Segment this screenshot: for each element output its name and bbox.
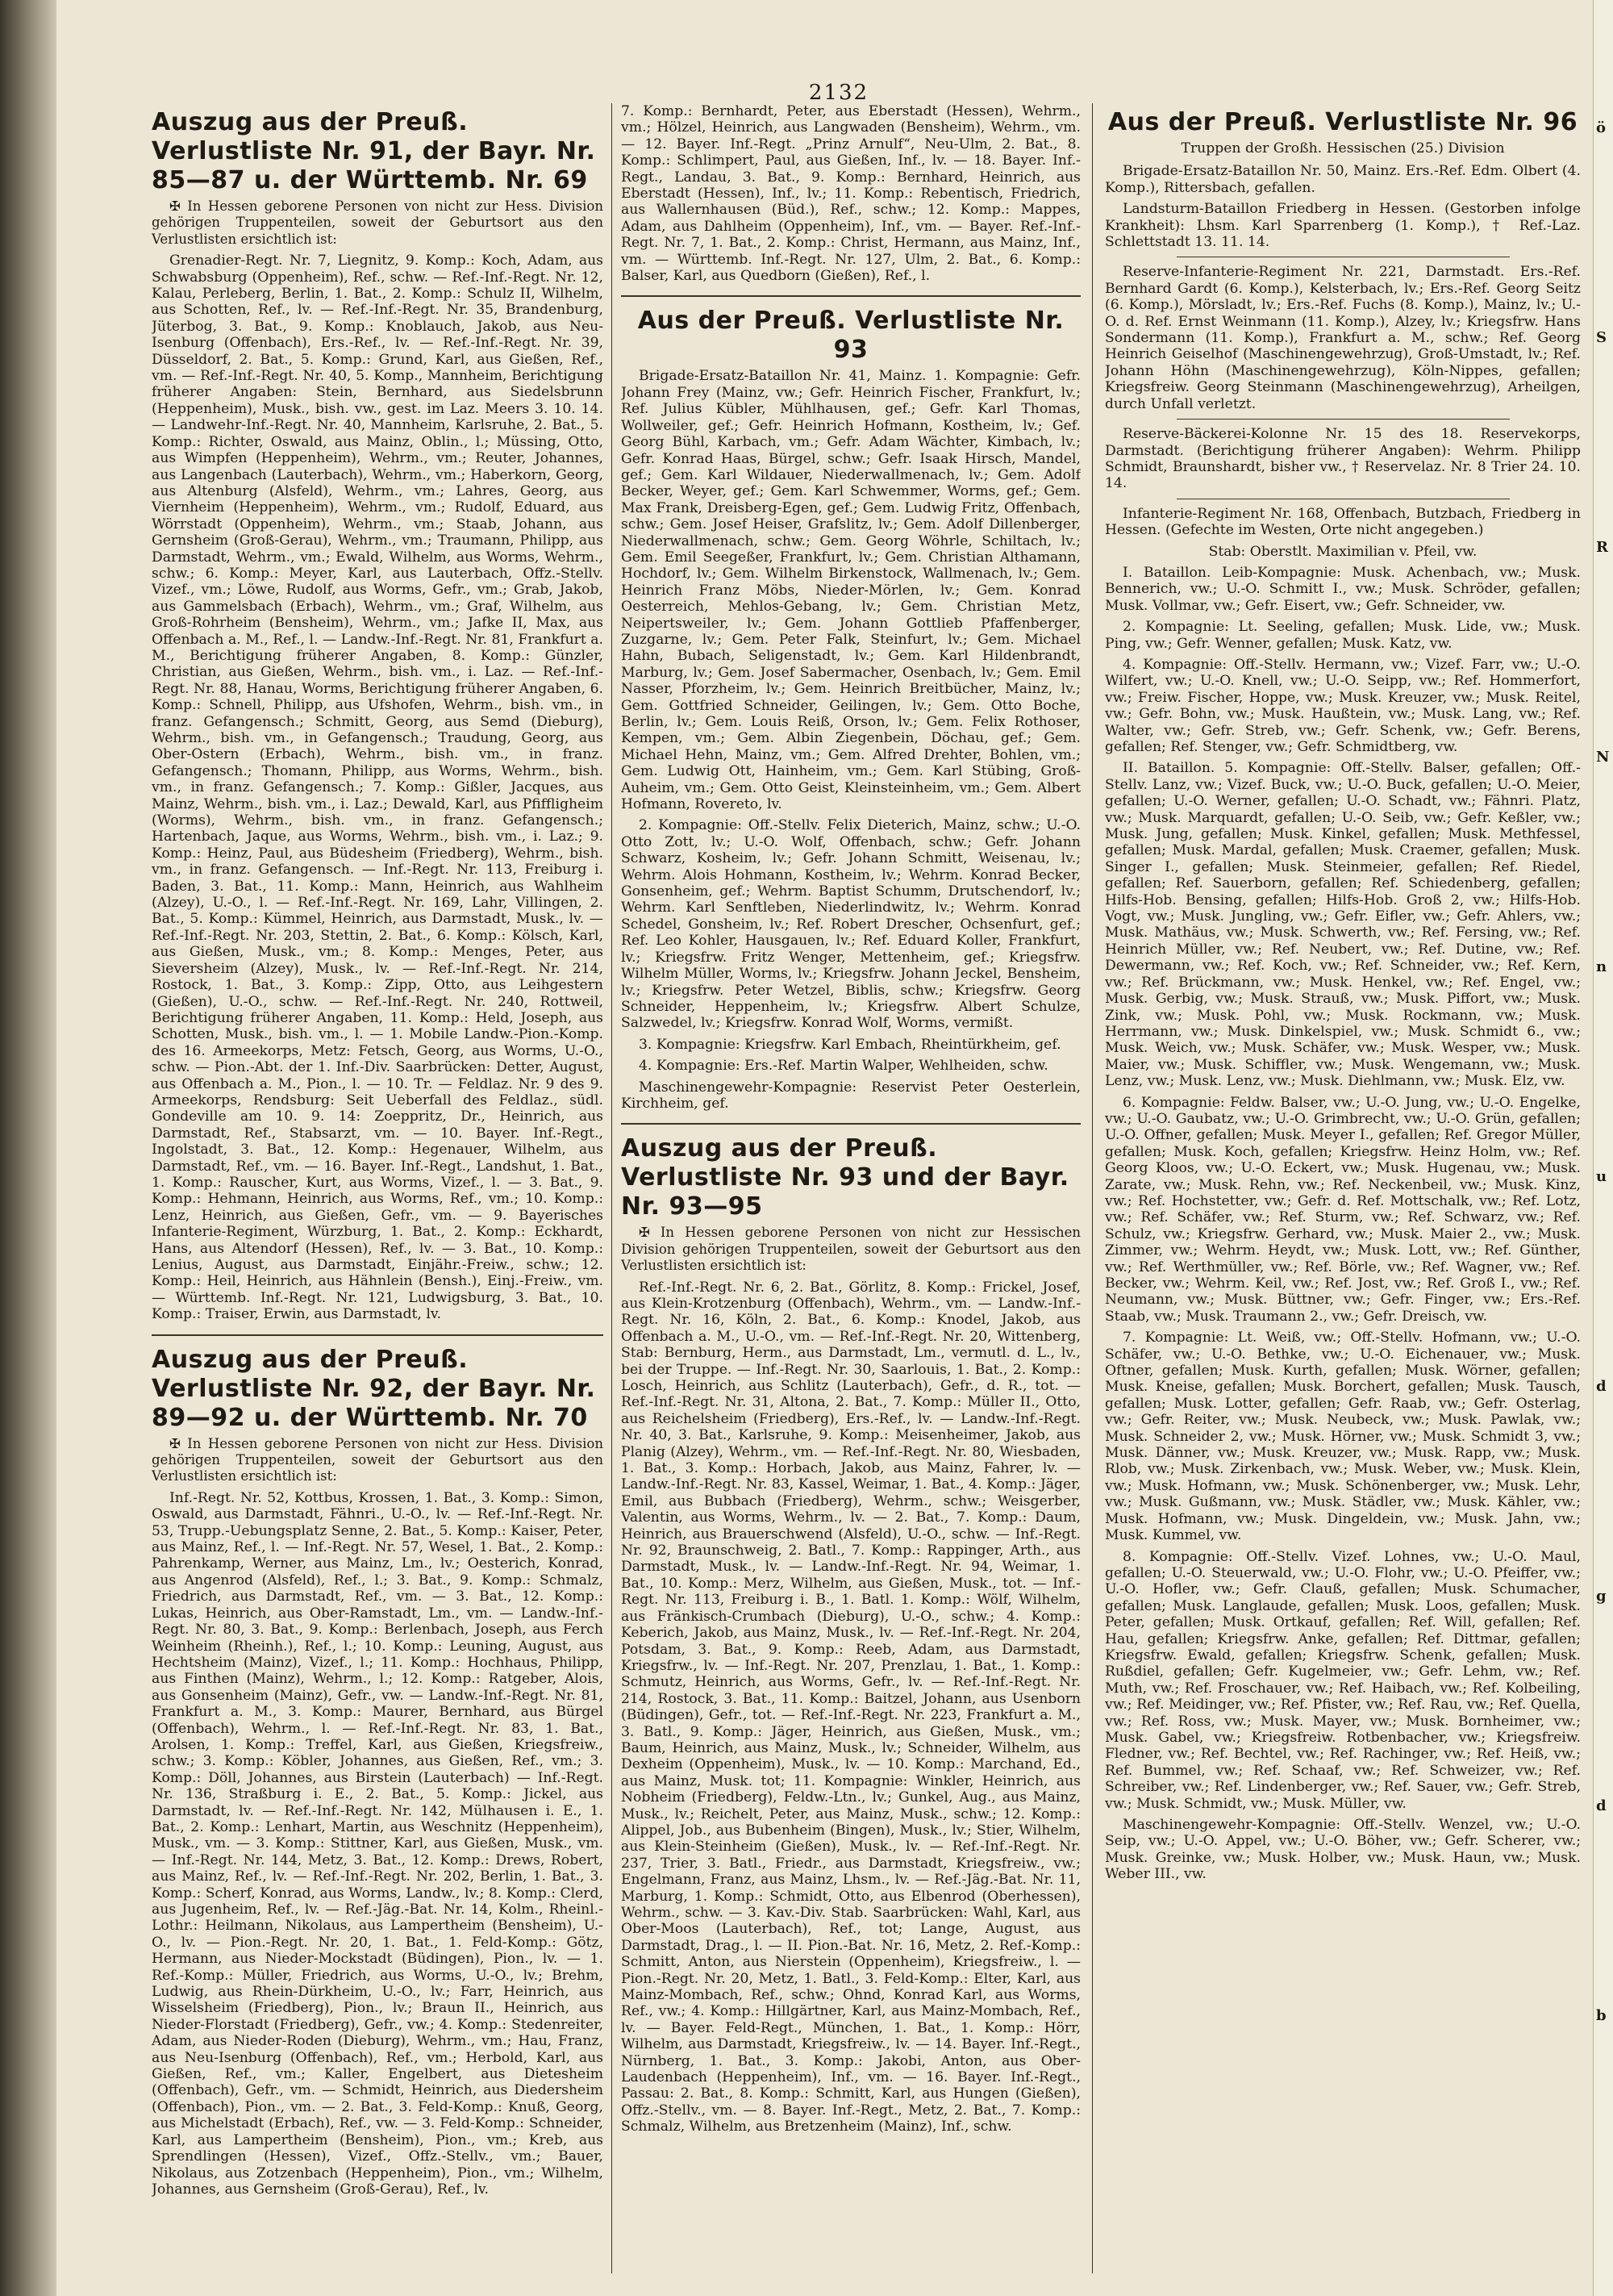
casualty-list-text: Landsturm-Bataillon Friedberg in Hessen. (Gestorben infolge Krankheit): Lhsm. Karl Sparrenberg (1. Komp.), † Ref.-Laz. Schlettstadt 13. 11. 14.: [1105, 201, 1581, 251]
edge-letter-fragment: u: [1596, 1168, 1607, 1185]
page-number: 2132: [808, 81, 869, 105]
casualty-list-text: Infanterie-Regiment Nr. 168, Offenbach, Butzbach, Friedberg in Hessen. (Gefechte im Westen, Orte nicht angegeben.): [1105, 505, 1581, 539]
casualty-list-text: Reserve-Bäckerei-Kolonne Nr. 15 des 18. Reservekorps, Darmstadt. (Berichtigung früherer Angaben): Wehrm. Philipp Schmidt, Braunshardt, bisher vw., † Reservelaz. Nr. 8 Trier 24. 10. 14.: [1105, 426, 1581, 492]
casualty-list-text: 4. Kompagnie: Ers.-Ref. Martin Walper, Wehlheiden, schw.: [639, 1058, 1048, 1075]
section-heading: Aus der Preuß. Verlustliste Nr. 93: [637, 307, 1065, 365]
edge-letter-fragment: ö: [1596, 119, 1607, 136]
section-divider: [621, 1123, 1081, 1125]
section-heading: Auszug aus der Preuß. Verlustliste Nr. 92, der Bayr. Nr. 89—92 u. der Württemb. Nr. 70: [152, 1345, 596, 1432]
page-gutter-shadow: [0, 0, 56, 2296]
casualty-list-text: 3. Kompagnie: Kriegsfrw. Karl Embach, Rheintürkheim, gef.: [639, 1036, 1061, 1053]
adjacent-page-edge: [1593, 0, 1613, 2296]
section-divider: [152, 1334, 603, 1336]
casualty-list-text: 7. Kompagnie: Lt. Weiß, vw.; Off.-Stellv. Hofmann, vw.; U.-O. Schäfer, vw.; U.-O. Bethke, vw.; U.-O. Eichenauer, vw.; Musk. Oftner, gefallen; Musk. Kurth, gefallen; Musk. Wörner, gefallen; Musk. Kneise, gefallen; Musk. Borchert, gefallen; Musk. Tausch, gefallen; Musk. Lotter, gefallen; Gefr. Raab, vw.; Gefr. Osterlag, vw.; Gefr. Reiter, vw.; Musk. Neubeck, vw.; Musk. Pawlak, vw.; Musk. Schneider 2, vw.; Musk. Hörner, vw.; Musk. Schmidt 3, vw.; Musk. Dänner, vw.; Musk. Kreuzer, vw.; Musk. Rapp, vw.; Musk. Rlob, vw.; Musk. Zirkenbach, vw.; Musk. Weber, vw.; Musk. Klein, vw.; Musk. Hofmann, vw.; Musk. Schönenberger, vw.; Musk. Lehr, vw.; Musk. Gußmann, vw.; Musk. Städler, vw.; Musk. Kähler, vw.; Musk. Hofmann, vw.; Musk. Dingeldein, vw.; Musk. Jahn, vw.; Musk. Kummel, vw.: [1105, 1330, 1581, 1544]
casualty-list-text: 2. Kompagnie: Lt. Seeling, gefallen; Musk. Lide, vw.; Musk. Ping, vw.; Gefr. Wenner, gefallen; Musk. Katz, vw.: [1105, 619, 1581, 652]
column-rule: [1092, 103, 1093, 2273]
casualty-list-text: Grenadier-Regt. Nr. 7, Liegnitz, 9. Komp.: Koch, Adam, aus Schwabsburg (Oppenheim), Ref., schw. — Ref.-Inf.-Regt. Nr. 12, Kalau, Perleberg, Berlin, 1. Bat., 2. Komp.: Schulz II, Wilhelm, aus Schotten, Ref., lv. — Ref.-Inf.-Regt. Nr. 35, Brandenburg, Jüterbog, 3. Bat., 9. Komp.: Knoblauch, Jakob, aus Neu-Isenburg (Offenbach), Ers.-Ref., lv. — Ref.-Inf.-Regt. Nr. 39, Düsseldorf, 2. Bat., 5. Komp.: Grund, Karl, aus Gießen, Ref., vm. — Ref.-Inf.-Regt. Nr. 40, 5. Komp., Mannheim, Berichtigung früherer Angaben: Stein, Bernhard, aus Siedelsbrunn (Heppenheim), Musk., bish. vw., gest. im Laz. Meers 3. 10. 14. — Landwehr-Inf.-Regt. Nr. 40, Mannheim, Karlsruhe, 2. Bat., 5. Komp.: Richter, Oswald, aus Mainz, Oblin., l.; Müssing, Otto, aus Wimpfen (Heppenheim), Wehrm., vm.; Reuter, Johannes, aus Langenbach (Lauterbach), Wehrm., vm.; Haberkorn, Georg, aus Altenburg (Alsfeld), Wehrm., vm.; Lahres, Georg, aus Viernheim (Heppenheim), Wehrm., vm.; Rudolf, Eduard, aus Wörrstadt (Oppenheim), Wehrm., vm.; Staab, Johann, aus Gernsheim (Groß-Gerau), Wehrm., vm.; Traumann, Philipp, aus Darmstadt, Wehrm., vm.; Ewald, Wilhelm, aus Worms, Wehrm., schw.; 6. Komp.: Meyer, Karl, aus Lauterbach, Offz.-Stellv. Vizef., vm.; Löwe, Rudolf, aus Worms, Gefr., vm.; Grab, Jakob, aus Gammelsbach (Erbach), Wehrm., vm.; Graf, Wilhelm, aus Groß-Rohrheim (Bensheim), Wehrm., vm.; Jafke II, Max, aus Offenbach a. M., Ref., l. — Landw.-Inf.-Regt. Nr. 81, Frankfurt a. M., Berichtigung früherer Angaben, 8. Komp.: Günzler, Christian, aus Gießen, Wehrm., bish. vm., i. Laz. — Ref.-Inf.-Regt. Nr. 88, Hanau, Worms, Berichtigung früherer Angaben, 6. Komp.: Schnell, Philipp, aus Ufshofen, Wehrm., bish. vm., in franz. Gefangensch.; Schmitt, Georg, aus Semd (Dieburg), Wehrm., bish. vm., in Gefangensch.; Traudung, Georg, aus Ober-Ostern (Erbach), Wehrm., bish. vm., in franz. Gefangensch.; Thomann, Philipp, aus Worms, Wehrm., bish. vm., in franz. Gefangensch.; 7. Komp.: Gißler, Jacques, aus Mainz, Wehrm., bish. vm., i. Laz.; Dewald, Karl, aus Pfiffligheim (Worms), Wehrm., bish. vm., in franz. Gefangensch.; Hartenbach, Jaque, aus Worms, Wehrm., bish. vm., i. Laz.; 9. Komp.: Heinz, Paul, aus Büdesheim (Friedberg), Wehrm., bish. vm., in franz. Gefangensch. — Inf.-Regt. Nr. 113, Freiburg i. Baden, 3. Bat., 11. Komp.: Mann, Heinrich, aus Wahlheim (Alzey), U.-O., l. — Ref.-Inf.-Regt. Nr. 169, Lahr, Villingen, 2. Bat., 5. Komp.: Kümmel, Heinrich, aus Darmstadt, Musk., lv. — Ref.-Inf.-Regt. Nr. 203, Stettin, 2. Bat., 6. Komp.: Kölsch, Karl, aus Gießen, Musk., vm.; 8. Komp.: Menges, Peter, aus Sieversheim (Alzey), Musk., lv. — Ref.-Inf.-Regt. Nr. 214, Rostock, 1. Bat., 3. Komp.: Zipp, Otto, aus Leihgestern (Gießen), U.-O., schw. — Ref.-Inf.-Regt. Nr. 240, Rottweil, Berichtigung früherer Angaben, 11. Komp.: Held, Joseph, aus Schotten, Musk., bish. vm., l. — 1. Mobile Landw.-Pion.-Komp. des 16. Armeekorps, Metz: Fetsch, Georg, aus Worms, U.-O., schw. — Pion.-Abt. der 1. Inf.-Div. Saarbrücken: Detter, August, aus Offenbach a. M., Pion., l. — 10. Tr. — Feldlaz. Nr. 9 des 9. Armeekorps, Rendsburg: Seit Ueberfall des Feldlaz., südl. Gondeville am 10. 9. 14: Zoeppritz, Dr., Heinrich, aus Darmstadt, Ref., Stabsarzt, vm. — 10. Bayer. Inf.-Regt., Ingolstadt, 3. Bat., 12. Komp.: Hegenauer, Wilhelm, aus Darmstadt, Ref., vm. — 16. Bayer. Inf.-Regt., Landshut, 1. Bat., 1. Komp.: Rauscher, Kurt, aus Worms, Vizef., l. — 3. Bat., 9. Komp.: Hehmann, Heinrich, aus Worms, Ref., vm.; 10. Komp.: Lenz, Heinrich, aus Gießen, Gefr., vm. — 9. Bayerisches Infanterie-Regiment, Würzburg, 1. Bat., 2. Komp.: Eckhardt, Hans, aus Altendorf (Hessen), Ref., lv. — 3. Bat., 10. Komp.: Lenius, August, aus Darmstadt, Einjähr.-Freiw., schw.; 12. Komp.: Heil, Heinrich, aus Hähnlein (Bensh.), Einj.-Freiw., vm. — Württemb. Inf.-Regt. Nr. 121, Ludwigsburg, 3. Bat., 10. Komp.: Traiser, Erwin, aus Darmstadt, lv.: [152, 253, 603, 1323]
edge-letter-fragment: g: [1596, 1588, 1607, 1605]
column-3: [1105, 103, 1581, 2273]
column-2: [621, 103, 1081, 2273]
section-divider: [1177, 419, 1510, 420]
casualty-list-text: Brigade-Ersatz-Bataillon Nr. 41, Mainz. 1. Kompagnie: Gefr. Johann Frey (Mainz, vw.; Gefr. Heinrich Fischer, Frankfurt, lv.; Ref. Julius Kübler, Mühlhausen, gef.; Gefr. Karl Thomas, Wollweiler, gef.; Gefr. Heinrich Hofmann, Kostheim, lv.; Gef. Georg Bühl, Karbach, vm.; Gefr. Adam Wächter, Kimbach, lv.; Gefr. Konrad Haas, Bürgel, schw.; Gefr. Isaak Hirsch, Mandel, gef.; Gem. Karl Wildauer, Niederwallmenach, lv.; Gem. Adolf Becker, Weyer, gef.; Gem. Karl Schwemmer, Worms, gef.; Gem. Max Frank, Dreisberg-Egen, gef.; Gem. Ludwig Fritz, Offenbach, schw.; Gem. Josef Heiser, Grafslitz, lv.; Gem. Adolf Dillenberger, Niederwallmenach, schw.; Gem. Georg Wöhrle, Schiltach, lv.; Gem. Emil Seegeßer, Frankfurt, lv.; Gem. Christian Althamann, Hochdorf, lv.; Gem. Wilhelm Birkenstock, Wallmenach, lv.; Gem. Heinrich Franz Möbs, Nieder-Mörlen, lv.; Gem. Konrad Oesterreich, Mehlos-Gebang, lv.; Gem. Christian Metz, Neipertsweiler, lv.; Gem. Johann Gottlieb Pfaffenberger, Zuzgarne, lv.; Gem. Peter Falk, Steinfurt, lv.; Gem. Michael Hahn, Bubach, Seligenstadt, lv.; Gem. Karl Hildenbrandt, Marburg, lv.; Gem. Josef Sabermacher, Osenbach, lv.; Gem. Emil Nasser, Pforzheim, lv.; Gem. Heinrich Breitbücher, Mainz, lv.; Gem. Gottfried Schneider, Geilingen, lv.; Gem. Otto Boche, Berlin, lv.; Gem. Louis Reiß, Orson, lv.; Gem. Felix Rothoser, Kempen, vm.; Gem. Albin Ziegenbein, Döchau, gef.; Gem. Michael Hehn, Mainz, vm.; Gem. Alfred Drehter, Bohlen, vm.; Gem. Ludwig Ott, Hainheim, vm.; Gem. Karl Stübing, Groß-Auheim, vm.; Gem. Otto Geist, Kleinsteinheim, vm.; Gem. Albert Hofmann, Rovereto, lv.: [621, 368, 1081, 813]
edge-letter-fragment: n: [1596, 958, 1607, 975]
casualty-list-text: Maschinengewehr-Kompagnie: Reservist Peter Oesterlein, Kirchheim, gef.: [621, 1079, 1081, 1112]
casualty-list-text: Stab: Oberstlt. Maximilian v. Pfeil, vw.: [1208, 543, 1478, 560]
edge-letter-fragment: d: [1596, 1378, 1607, 1395]
column-1: [152, 103, 603, 2273]
casualty-list-text: Reserve-Infanterie-Regiment Nr. 221, Darmstadt. Ers.-Ref. Bernhard Gardt (6. Komp.), Kelsterbach, lv.; Ers.-Ref. Georg Seitz (6. Komp.), Mörsladt, lv.; Ers.-Ref. Fuchs (8. Komp.), Mainz, lv.; U.-O. d. Ref. Ernst Weinmann (11. Komp.), Alzey, lv.; Kriegsfrw. Hans Sondermann (11. Komp.), Frankfurt a. M., schw.; Ref. Georg Heinrich Geiselhof (Maschinengewehrzug), Groß-Umstadt, lv.; Ref. Johann Höhn (Maschinengewehrzug), Köln-Nippes, gefallen; Kriegsfreiw. Georg Steinmann (Maschinengewehrzug), Arheilgen, durch Unfall verletzt.: [1105, 264, 1581, 412]
section-heading: Auszug aus der Preuß. Verlustliste Nr. 93 und der Bayr. Nr. 93—95: [621, 1134, 1069, 1221]
section-intro: ✠ In Hessen geborene Personen von nicht zur Hessischen Division gehörigen Truppenteilen, soweit der Geburtsort aus den Verlustlisten ersichtlich ist:: [621, 1225, 1081, 1274]
column-rule: [611, 103, 612, 2273]
casualty-list-text: 4. Kompagnie: Off.-Stellv. Hermann, vw.; Vizef. Farr, vw.; U.-O. Wilfert, vw.; U.-O. Knell, vw.; U.-O. Seipp, vw.; Ref. Hommerfort, vw.; Freiw. Fischer, Hoppe, vw.; Musk. Kreuzer, vw.; Musk. Reitel, vw.; Gefr. Bohn, vw.; Musk. Haußtein, vw.; Musk. Lang, vw.; Ref. Walter, vw.; Gefr. Streb, vw.; Gefr. Schenk, vw.; Gefr. Berens, gefallen; Ref. Stenger, vw.; Gefr. Schmidtberg, vw.: [1105, 656, 1581, 755]
edge-letter-fragment: d: [1596, 1797, 1607, 1814]
section-intro: ✠ In Hessen geborene Personen von nicht zur Hess. Division gehörigen Truppenteilen, soweit der Geburtsort aus den Verlustlisten ersichtlich ist:: [152, 1435, 603, 1484]
casualty-list-text: 7. Komp.: Bernhardt, Peter, aus Eberstadt (Hessen), Wehrm., vm.; Hölzel, Heinrich, aus Langwaden (Bensheim), Wehrm., vm. — 12. Bayer. Inf.-Regt. „Prinz Arnulf“, Neu-Ulm, 2. Bat., 8. Komp.: Schlimpert, Paul, aus Gießen, Inf., lv. — 18. Bayer. Inf.-Regt., Landau, 3. Bat., 9. Komp.: Bernhard, Heinrich, aus Eberstadt (Hessen), Inf., lv.; 11. Komp.: Rebentisch, Friedrich, aus Wallernhausen (Büd.), Ref., schw.; 12. Komp.: Mappes, Adam, aus Dahlheim (Oppenheim), Inf., vm. — Bayer. Ref.-Inf.-Regt. Nr. 7, 1. Bat., 2. Komp.: Christ, Hermann, aus Mainz, Inf., vm. — Württemb. Inf.-Regt. Nr. 127, Ulm, 2. Bat., 6. Komp.: Balser, Karl, aus Quedborn (Gießen), Ref., l.: [621, 103, 1081, 285]
edge-letter-fragment: S: [1596, 329, 1607, 346]
edge-letter-fragment: R: [1596, 539, 1608, 556]
casualty-list-text: 8. Kompagnie: Off.-Stellv. Vizef. Lohnes, vw.; U.-O. Maul, gefallen; U.-O. Steuerwald, vw.; U.-O. Flohr, vw.; U.-O. Pfeiffer, vw.; U.-O. Hofler, vw.; Gefr. Clauß, gefallen; Musk. Schumacher, gefallen; Musk. Langlaude, gefallen; Musk. Loos, gefallen; Musk. Peter, gefallen; Musk. Ortkauf, gefallen; Ref. Will, gefallen; Ref. Hau, gefallen; Kriegsfrw. Anke, gefallen; Ref. Dittmar, gefallen; Kriegsfrw. Ewald, gefallen; Kriegsfrw. Schenk, gefallen; Musk. Rußdiel, gefallen; Gefr. Kugelmeier, vw.; Gefr. Lehm, vw.; Ref. Muth, vw.; Ref. Froschauer, vw.; Ref. Haibach, vw.; Ref. Kolbeiling, vw.; Ref. Meidinger, vw.; Ref. Pfister, vw.; Ref. Rau, vw.; Ref. Quella, vw.; Ref. Ross, vw.; Musk. Mayer, vw.; Musk. Bornheimer, vw.; Musk. Gabel, vw.; Kriegsfreiw. Rotbenbacher, vw.; Kriegsfreiw. Fledner, vw.; Ref. Bechtel, vw.; Ref. Rachinger, vw.; Ref. Heiß, vw.; Ref. Bummel, vw.; Ref. Schaaf, vw.; Ref. Schweizer, vw.; Ref. Schreiber, vw.; Ref. Lindenberger, vw.; Ref. Sauer, vw.; Gefr. Streb, vw.; Musk. Schmidt, vw.; Musk. Müller, vw.: [1105, 1548, 1581, 1812]
casualty-list-text: II. Bataillon. 5. Kompagnie: Off.-Stellv. Balser, gefallen; Off.-Stellv. Lanz, vw.; Vizef. Buck, vw.; U.-O. Buck, gefallen; U.-O. Meier, gefallen; U.-O. Werner, gefallen; U.-O. Schadt, vw.; Fähnri. Platz, vw.; Musk. Marquardt, gefallen; U.-O. Seib, vw.; Gefr. Keßler, vw.; Musk. Jung, gefallen; Musk. Kinkel, gefallen; Musk. Methfessel, gefallen; Musk. Mardal, gefallen; Musk. Craemer, gefallen; Musk. Singer I., gefallen; Musk. Steinmeier, gefallen; Ref. Riedel, gefallen; Ref. Sauerborn, gefallen; Ref. Schiedenberg, gefallen; Hilfs-Hob. Bensing, gefallen; Hilfs-Hob. Groß 2, vw.; Hilfs-Hob. Vogt, vw.; Musk. Jungling, vw.; Gefr. Eifler, vw.; Gefr. Ahlers, vw.; Musk. Mathäus, vw.; Musk. Schwerth, vw.; Ref. Fersing, vw.; Ref. Heinrich Müller, vw.; Ref. Neubert, vw.; Ref. Dutine, vw.; Ref. Dewermann, vw.; Ref. Koch, vw.; Ref. Schneider, vw.; Ref. Kern, vw.; Ref. Brückmann, vw.; Musk. Henkel, vw.; Ref. Engel, vw.; Musk. Gerbig, vw.; Musk. Strauß, vw.; Musk. Piffort, vw.; Musk. Zink, vw.; Musk. Pohl, vw.; Musk. Rockmann, vw.; Musk. Herrmann, vw.; Musk. Dinkelspiel, vw.; Musk. Schmidt 6., vw.; Musk. Weich, vw.; Musk. Schäfer, vw.; Musk. Wesper, vw.; Musk. Maier, vw.; Musk. Schiffler, vw.; Musk. Wengemann, vw.; Musk. Lenz, vw.; Musk. Lenz, vw.; Musk. Diehlmann, vw.; Musk. Elz, vw.: [1105, 760, 1581, 1090]
edge-letter-fragment: b: [1596, 2007, 1607, 2024]
section-heading: Auszug aus der Preuß. Verlustliste Nr. 91, der Bayr. Nr. 85—87 u. der Württemb. Nr. 69: [152, 108, 596, 194]
casualty-list-text: 6. Kompagnie: Feldw. Balser, vw.; U.-O. Jung, vw.; U.-O. Engelke, vw.; U.-O. Gaubatz, vw.; U.-O. Grimbrecht, vw.; U.-O. Grün, gefallen; U.-O. Offner, gefallen; Musk. Meyer I., gefallen; Ref. Gregor Müller, gefallen; Musk. Koch, gefallen; Kriegsfrw. Heinz Holm, vw.; Ref. Georg Kloos, vw.; U.-O. Eckert, vw.; Musk. Hugenau, vw.; Musk. Zarate, vw.; Musk. Rehn, vw.; Ref. Neckenbeil, vw.; Musk. Kinz, vw.; Ref. Hochstetter, vw.; Gefr. d. Ref. Mottschalk, vw.; Ref. Lotz, vw.; Ref. Schäfer, vw.; Ref. Sturm, vw.; Ref. Schwarz, vw.; Ref. Schulz, vw.; Kriegsfrw. Gerhard, vw.; Musk. Maier 2., vw.; Musk. Zimmer, vw.; Wehrm. Heydt, vw.; Musk. Lott, vw.; Ref. Günther, vw.; Ref. Werthmüller, vw.; Ref. Börle, vw.; Ref. Wagner, vw.; Ref. Becker, vw.; Wehrm. Keil, vw.; Ref. Jost, vw.; Ref. Groß I., vw.; Ref. Neumann, vw.; Musk. Büttner, vw.; Gefr. Finger, vw.; Ers.-Ref. Staab, vw.; Musk. Traumann 2., vw.; Gefr. Dreisch, vw.: [1105, 1094, 1581, 1325]
section-intro: ✠ In Hessen geborene Personen von nicht zur Hess. Division gehörigen Truppenteilen, soweit der Geburtsort aus den Verlustlisten ersichtlich ist:: [152, 198, 603, 247]
casualty-list-text: I. Bataillon. Leib-Kompagnie: Musk. Achenbach, vw.; Musk. Bennerich, vw.; U.-O. Schmitt I., vw.; Musk. Schröder, gefallen; Musk. Vollmar, vw.; Gefr. Eisert, vw.; Gefr. Schneider, vw.: [1105, 564, 1581, 614]
casualty-list-text: Inf.-Regt. Nr. 52, Kottbus, Krossen, 1. Bat., 3. Komp.: Simon, Oswald, aus Darmstadt, Fähnri., U.-O., lv. — Ref.-Inf.-Regt. Nr. 53, Trupp.-Uebungsplatz Senne, 2. Bat., 5. Komp.: Kaiser, Peter, aus Mainz, Ref., l. — Inf.-Regt. Nr. 57, Wesel, 1. Bat., 2. Komp.: Pahrenkamp, Werner, aus Mainz, Lm., lv.; Oesterich, Konrad, aus Angenrod (Alsfeld), Ref., l.; 3. Bat., 9. Komp.: Schmalz, Friedrich, aus Darmstadt, Ref., vm. — 3. Bat., 12. Komp.: Lukas, Heinrich, aus Ober-Ramstadt, Lm., vm. — Landw.-Inf.-Regt. Nr. 80, 3. Bat., 9. Komp.: Berlenbach, Joseph, aus Ferch Weinheim (Rheinh.), Ref., l.; 10. Komp.: Leuning, August, aus Hechtsheim (Mainz), Vizef., l.; 11. Komp.: Hochhaus, Philipp, aus Finthen (Mainz), Wehrm., l.; 12. Komp.: Ratgeber, Alois, aus Gonsenheim (Mainz), Gefr., vw. — Landw.-Inf.-Regt. Nr. 81, Frankfurt a. M., 3. Komp.: Maurer, Bernhard, aus Bürgel (Offenbach), Wehrm., l. — Ref.-Inf.-Regt. Nr. 83, 1. Bat., Arolsen, 1. Komp.: Treffel, Karl, aus Gießen, Kriegsfreiw., schw.; 3. Komp.: Köbler, Johannes, aus Gießen, Ref., vm.; 3. Komp.: Döll, Johannes, aus Birstein (Lauterbach) — Inf.-Regt. Nr. 136, Straßburg i. E., 2. Bat., 5. Komp.: Jickel, aus Darmstadt, lv. — Ref.-Inf.-Regt. Nr. 142, Mülhausen i. E., 1. Bat., 2. Komp.: Lenhart, Martin, aus Weschnitz (Heppenheim), Musk., vm. — 3. Komp.: Stittner, Karl, aus Gießen, Musk., vm. — Inf.-Regt. Nr. 144, Metz, 3. Bat., 12. Komp.: Drews, Robert, aus Mainz, Ref., lv. — Ref.-Inf.-Regt. Nr. 202, Berlin, 1. Bat., 3. Komp.: Scherf, Konrad, aus Worms, Landw., lv.; 8. Komp.: Clerd, aus Jugenheim, Ref., lv. — Ref.-Jäg.-Bat. Nr. 14, Kolm., Rheinl.-Lothr.: Heilmann, Nikolaus, aus Lampertheim (Bensheim), U.-O., lv. — Pion.-Regt. Nr. 20, 1. Bat., 1. Feld-Komp.: Götz, Hermann, aus Nieder-Mockstadt (Büdingen), Pion., lv. — 1. Ref.-Komp.: Müller, Friedrich, aus Worms, U.-O., lv.; Brehm, Ludwig, aus Rhein-Dürkheim, U.-O., lv.; Farr, Heinrich, aus Wisselsheim (Friedberg), Pion., lv.; Braun II., Heinrich, aus Nieder-Florstadt (Friedberg), Gefr., vw.; 4. Komp.: Stedenreiter, Adam, aus Nieder-Roden (Dieburg), Wehrm., vm.; Hau, Franz, aus Neu-Isenburg (Offenbach), Ref., vm.; Herbold, Karl, aus Gießen, Ref., vm.; Kaller, Engelbert, aus Dietesheim (Offenbach), Gefr., vm. — Schmidt, Heinrich, aus Diedersheim (Offenbach), Pion., vm. — 2. Bat., 3. Feld-Komp.: Knuß, Georg, aus Michelstadt (Erbach), Ref., vw. — 3. Feld-Komp.: Schneider, Karl, aus Lampertheim (Bensheim), Pion., vm.; Kreb, aus Sprendlingen (Hessen), Vizef., Offz.-Stellv., vm.; Bauer, Nikolaus, aus Zotzenbach (Heppenheim), Pion., vm.; Wilhelm, Johannes, aus Gernsheim (Groß-Gerau), Ref., lv.: [152, 1489, 603, 2198]
casualty-list-text: Ref.-Inf.-Regt. Nr. 6, 2. Bat., Görlitz, 8. Komp.: Frickel, Josef, aus Klein-Krotzenburg (Offenbach), Wehrm., vm. — Landw.-Inf.-Regt. Nr. 16, Köln, 2. Bat., 6. Komp.: Knodel, Jakob, aus Offenbach a. M., U.-O., vm. — Ref.-Inf.-Regt. Nr. 20, Wittenberg, Stab: Bernburg, Herm., aus Darmstadt, Lm., vermutl. d. L., lv., bei der Truppe. — Inf.-Regt. Nr. 30, Saarlouis, 1. Bat., 2. Komp.: Losch, Heinrich, aus Schlitz (Lauterbach), Gefr., d. R., tot. — Ref.-Inf.-Regt. Nr. 31, Altona, 2. Bat., 7. Komp.: Müller II., Otto, aus Reichelsheim (Friedberg), Ers.-Ref., lv. — Landw.-Inf.-Regt. Nr. 40, 3. Bat., Karlsruhe, 9. Komp.: Meisenheimer, Jakob, aus Planig (Alzey), Wehrm., vm. — Ref.-Inf.-Regt. Nr. 80, Wiesbaden, 1. Bat., 3. Komp.: Horbach, Jakob, aus Mainz, Fahrer, lv. — Landw.-Inf.-Regt. Nr. 83, Kassel, Weimar, 1. Bat., 4. Komp.: Jäger, Emil, aus Bubbach (Friedberg), Wehrm., schw.; Weisgerber, Valentin, aus Worms, Wehrm., lv. — 2. Bat., 7. Komp.: Daum, Heinrich, aus Brauerschwend (Alsfeld), U.-O., schw. — Inf.-Regt. Nr. 92, Braunschweig, 2. Batl., 7. Komp.: Rappinger, Arth., aus Darmstadt, Musk., lv. — Landw.-Inf.-Regt. Nr. 94, Weimar, 1. Bat., 10. Komp.: Merz, Wilhelm, aus Gießen, Musk., tot. — Inf.-Regt. Nr. 113, Freiburg i. B., 1. Batl. 1. Komp.: Wölf, Wilhelm, aus Fränkisch-Crumbach (Dieburg), U.-O., schw.; 4. Komp.: Keberich, Jakob, aus Mainz, Musk., lv. — Ref.-Inf.-Regt. Nr. 204, Potsdam, 3. Bat., 9. Komp.: Reeb, Adam, aus Darmstadt, Kriegsfrw., lv. — Inf.-Regt. Nr. 207, Prenzlau, 1. Bat., 1. Komp.: Schmutz, Heinrich, aus Worms, Gefr., lv. — Ref.-Inf.-Regt. Nr. 214, Rostock, 3. Bat., 11. Komp.: Baitzel, Johann, aus Usenborn (Büdingen), Gefr., tot. — Ref.-Inf.-Regt. Nr. 223, Frankfurt a. M., 3. Batl., 9. Komp.: Jäger, Heinrich, aus Gießen, Musk., vm.; Baum, Heinrich, aus Mainz, Musk., lv.; Schneider, Wilhelm, aus Dexheim (Oppenheim), Musk., lv. — 10. Komp.: Marchand, Ed., aus Mainz, Musk. tot; 11. Kompagnie: Winkler, Heinrich, aus Nobheim (Friedberg), Feldw.-Ltn., lv.; Gunkel, Aug., aus Mainz, Musk., lv.; Reichelt, Peter, aus Mainz, Musk., schw.; 12. Komp.: Alippel, Job., aus Bubenheim (Bingen), Musk., lv.; Stier, Wilhelm, aus Klein-Steinheim (Gießen), Musk., lv. — Ref.-Inf.-Regt. Nr. 237, Trier, 3. Batl., Friedr., aus Darmstadt, Kriegsfreiw., vw.; Engelmann, Franz, aus Mainz, Lhsm., lv. — Ref.-Jäg.-Bat. Nr. 11, Marburg, 1. Komp.: Schmidt, Otto, aus Elbenrod (Oberhessen), Wehrm., schw. — 3. Kav.-Div. Stab. Saarbrücken: Wahl, Karl, aus Ober-Moos (Lauterbach), Ref., tot; Lange, August, aus Darmstadt, Drag., l. — II. Pion.-Bat. Nr. 16, Metz, 2. Ref.-Komp.: Schmitt, Anton, aus Nierstein (Oppenheim), Kriegsfreiw., l. — Pion.-Regt. Nr. 20, Metz, 1. Batl., 3. Feld-Komp.: Elter, Karl, aus Mainz-Mombach, Ref., schw.; Ohnd, Konrad Karl, aus Worms, Ref., vw.; 4. Komp.: Hillgärtner, Karl, aus Mainz-Mombach, Ref., lv. — Bayer. Feld-Regt., München, 1. Bat., 1. Komp.: Hörr, Wilhelm, aus Darmstadt, Kriegsfreiw., lv. — 14. Bayer. Inf.-Regt., Nürnberg, 1. Bat., 3. Komp.: Jakobi, Anton, aus Ober-Laudenbach (Heppenheim), Inf., vm. — 16. Bayer. Inf.-Regt., Passau: 2. Bat., 8. Komp.: Schmitt, Karl, aus Hungen (Gießen), Offz.-Stellv., vm. — 8. Bayer. Inf.-Regt., Metz, 2. Bat., 7. Komp.: Schmalz, Wilhelm, aus Bretzenheim (Mainz), Inf., schw.: [621, 1279, 1081, 2135]
casualty-list-text: Maschinengewehr-Kompagnie: Off.-Stellv. Wenzel, vw.; U.-O. Seip, vw.; U.-O. Appel, vw.; U.-O. Böher, vw.; Gefr. Scherer, vw.; Musk. Greinke, vw.; Musk. Holber, vw.; Musk. Haun, vw.; Musk. Weber III., vw.: [1105, 1817, 1581, 1883]
casualty-list-text: 2. Kompagnie: Off.-Stellv. Felix Dieterich, Mainz, schw.; U.-O. Otto Zott, lv.; U.-O. Wolf, Offenbach, schw.; Gefr. Johann Schwarz, Kosheim, lv.; Gefr. Johann Schmitt, Weisenau, lv.; Wehrm. Alois Hohmann, Kostheim, lv.; Wehrm. Konrad Becker, Gonsenheim, gef.; Wehrm. Baptist Schumm, Drutschendorf, lv.; Wehrm. Karl Senftleben, Niederlindwitz, lv.; Wehrm. Konrad Schedel, Gonsheim, lv.; Ref. Robert Drescher, Ochsenfurt, gef.; Ref. Leo Kohler, Hausgauen, lv.; Ref. Eduard Koller, Frankfurt, lv.; Kriegsfrw. Fritz Wenger, Mettenheim, gef.; Kriegsfrw. Wilhelm Müller, Worms, lv.; Kriegsfrw. Johann Jeckel, Bensheim, lv.; Kriegsfrw. Peter Wetzel, Biblis, schw.; Kriegsfrw. Georg Schneider, Heppenheim, lv.; Kriegsfrw. Albert Schulze, Salzwedel, lv.; Kriegsfrw. Konrad Wolf, Worms, vermißt.: [621, 817, 1081, 1032]
casualty-list-text: Brigade-Ersatz-Bataillon Nr. 50, Mainz. Ers.-Ref. Edm. Olbert (4. Komp.), Rittersbach, gefallen.: [1105, 163, 1581, 196]
section-heading: Aus der Preuß. Verlustliste Nr. 96: [1107, 108, 1578, 136]
edge-letter-fragment: N: [1596, 749, 1610, 766]
section-subheading: Truppen der Großh. Hessischen (25.) Division: [1181, 140, 1505, 157]
section-divider: [621, 295, 1081, 297]
